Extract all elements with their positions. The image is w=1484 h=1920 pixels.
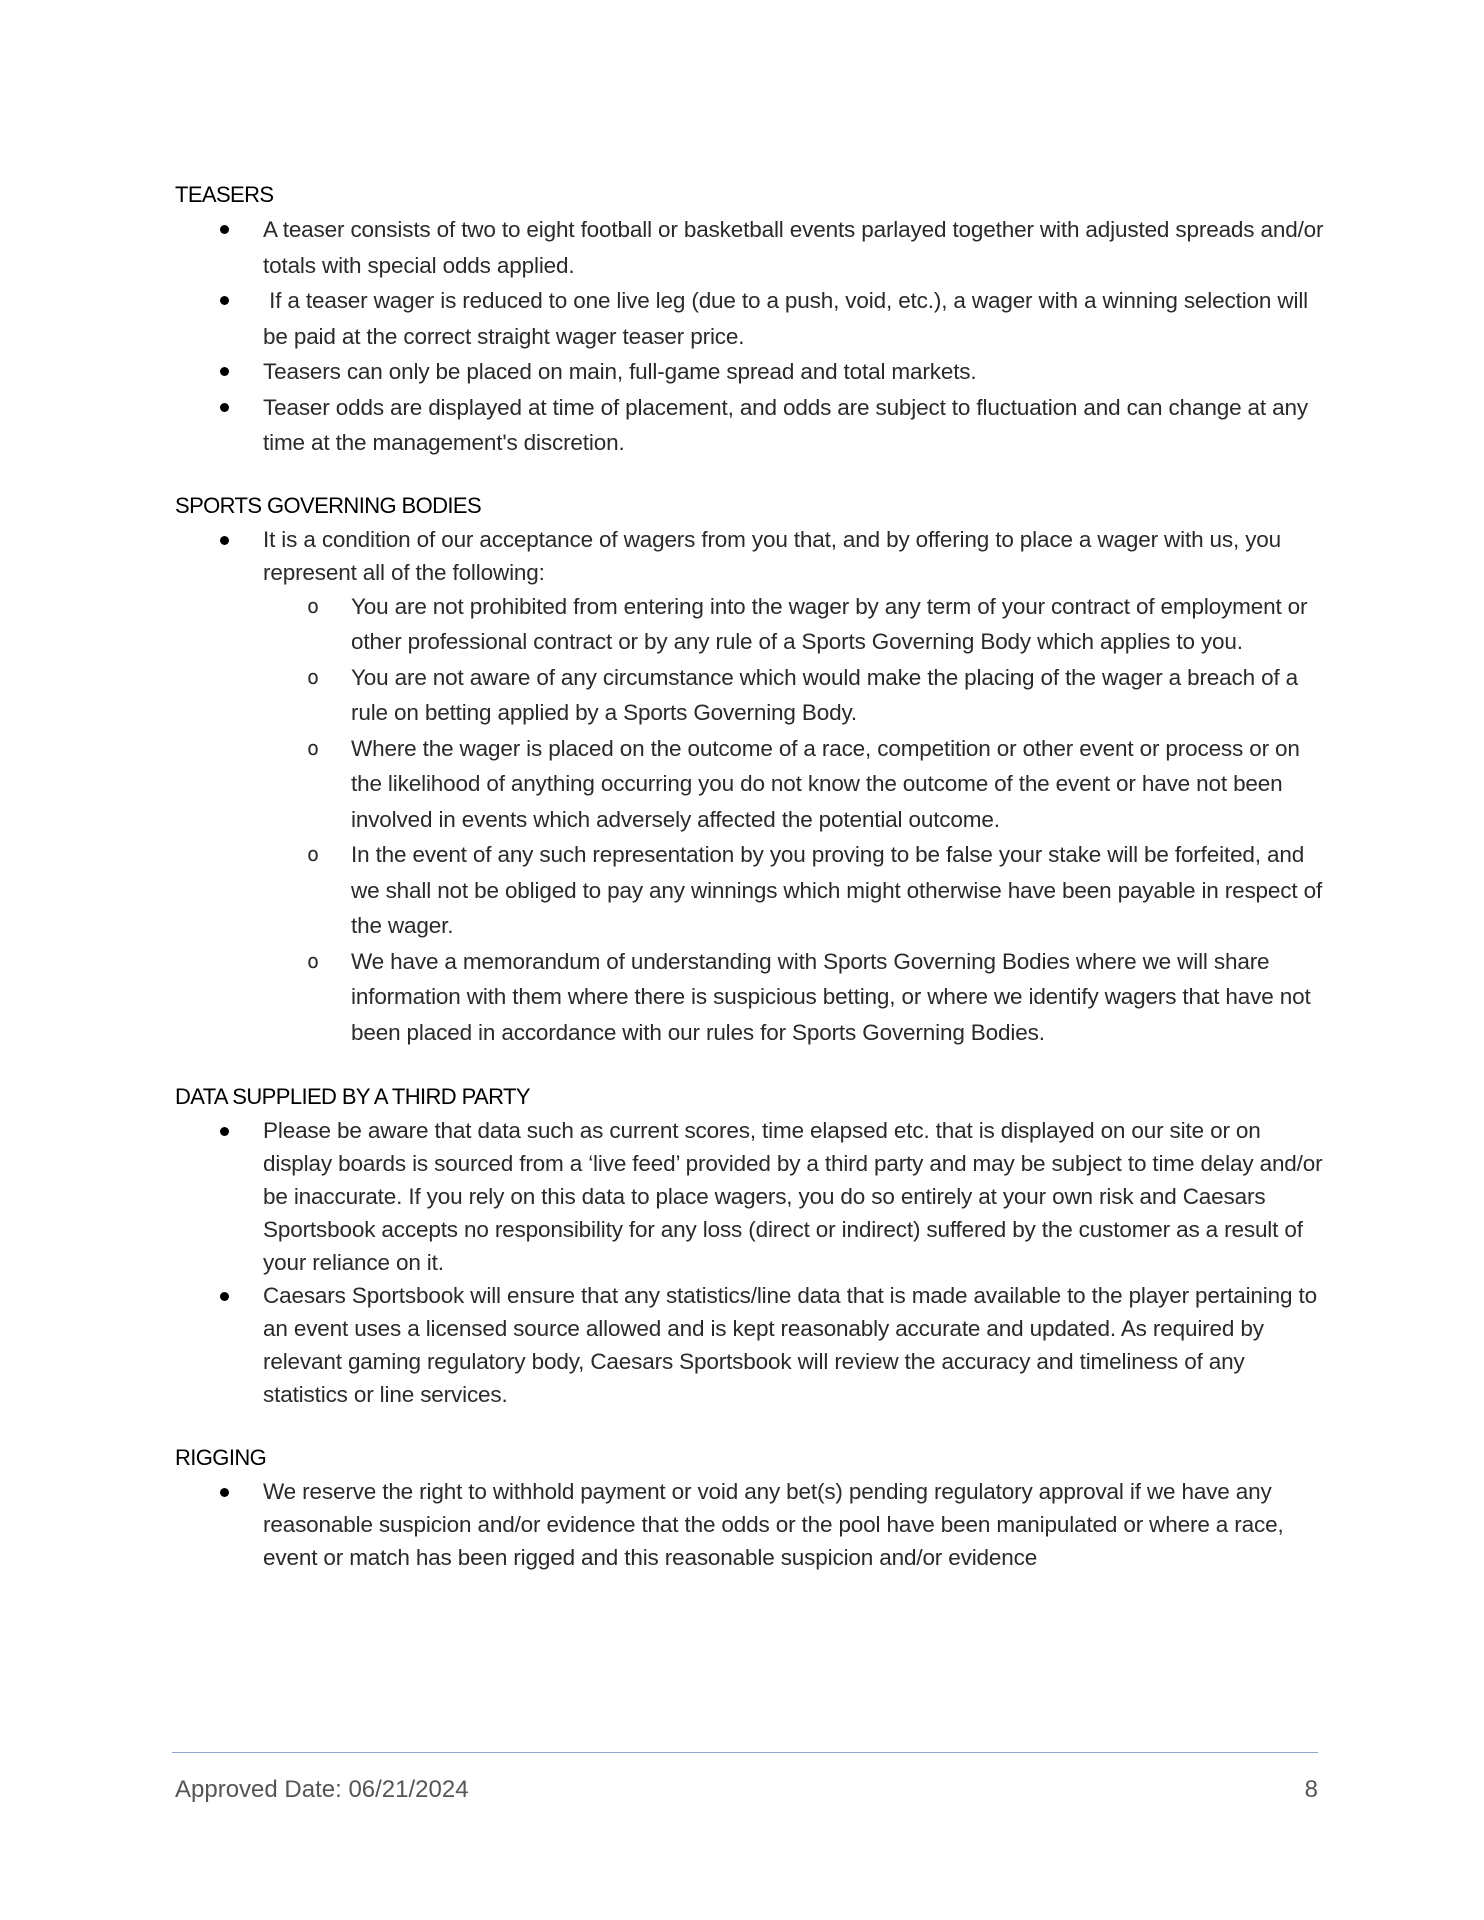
sub-list-item: o Where the wager is placed on the outcome of a race, competition or other event or process or on the likelihood of anything occurring you do not know the outcome of the event or have not been involved in events which adversely affected the potential outcome. — [175, 731, 1325, 838]
list-item: We reserve the right to withhold payment or void any bet(s) pending regulatory approval if we have any reasonable suspicion and/or evidence that the odds or the pool have been manipulated or where a race, event or match has been rigged and this reasonable suspicion and/or evidence — [175, 1475, 1325, 1574]
page-number: 8 — [1304, 1776, 1318, 1803]
footer-divider — [172, 1752, 1318, 1753]
sub-list-item: o You are not aware of any circumstance which would make the placing of the wager a breach of a rule on betting applied by a Sports Governing Body. — [175, 660, 1325, 731]
list-item: If a teaser wager is reduced to one live leg (due to a push, void, etc.), a wager with a winning selection will be paid at the correct straight wager teaser price. — [175, 283, 1325, 354]
list-item: Teasers can only be placed on main, full-game spread and total markets. — [175, 354, 1325, 390]
section-heading: DATA SUPPLIED BY A THIRD PARTY — [175, 1084, 530, 1109]
bullet-list — [175, 523, 1325, 1051]
list-item: Please be aware that data such as current scores, time elapsed etc. that is displayed on our site or on display boards is sourced from a ‘live feed’ provided by a third party and may be subject to time delay and/or be inaccurate. If you rely on this data to place wagers, you do so entirely at your own risk and Caesars Sportsbook accepts no responsibility for any loss (direct or indirect) suffered by the customer as a result of your reliance on it. — [175, 1114, 1325, 1279]
sub-list-item: o In the event of any such representation by you proving to be false your stake will be forfeited, and we shall not be obliged to pay any winnings which might otherwise have been payable in respect of the wager. — [175, 837, 1325, 944]
bullet-list — [175, 1475, 1325, 1574]
list-item — [175, 523, 1325, 1051]
list-item: Teaser odds are displayed at time of placement, and odds are subject to fluctuation and can change at any time at the management's discretion. — [175, 390, 1325, 461]
section-heading: RIGGING — [175, 1445, 267, 1470]
bullet-list — [175, 212, 1325, 461]
sub-bullet-list — [263, 589, 1325, 1051]
approved-date: Approved Date: 06/21/2024 — [175, 1776, 469, 1803]
section-rigging — [175, 1441, 1325, 1574]
section-heading: TEASERS — [175, 182, 274, 207]
section-teasers — [175, 178, 1325, 461]
section-third-party-data — [175, 1080, 1325, 1411]
document-body — [175, 178, 1325, 1574]
sub-list-item: o You are not prohibited from entering into the wager by any term of your contract of employment or other professional contract or by any rule of a Sports Governing Body which applies to you. — [175, 589, 1325, 660]
section-heading: SPORTS GOVERNING BODIES — [175, 492, 482, 518]
list-item: A teaser consists of two to eight football or basketball events parlayed together with adjusted spreads and/or totals with special odds applied. — [175, 212, 1325, 283]
sub-list-item: o We have a memorandum of understanding with Sports Governing Bodies where we will share information with them where there is suspicious betting, or where we identify wagers that have not been placed in accordance with our rules for Sports Governing Bodies. — [175, 944, 1325, 1051]
bullet-list — [175, 1114, 1325, 1411]
list-item: Caesars Sportsbook will ensure that any statistics/line data that is made available to the player pertaining to an event uses a licensed source allowed and is kept reasonably accurate and updated. As required by relevant gaming regulatory body, Caesars Sportsbook will review the accuracy and timeliness of any statistics or line services. — [175, 1279, 1325, 1411]
list-item-text: It is a condition of our acceptance of wagers from you that, and by offering to place a wager with us, you represent all of the following: — [263, 526, 1282, 585]
section-sports-governing-bodies — [175, 489, 1325, 1051]
